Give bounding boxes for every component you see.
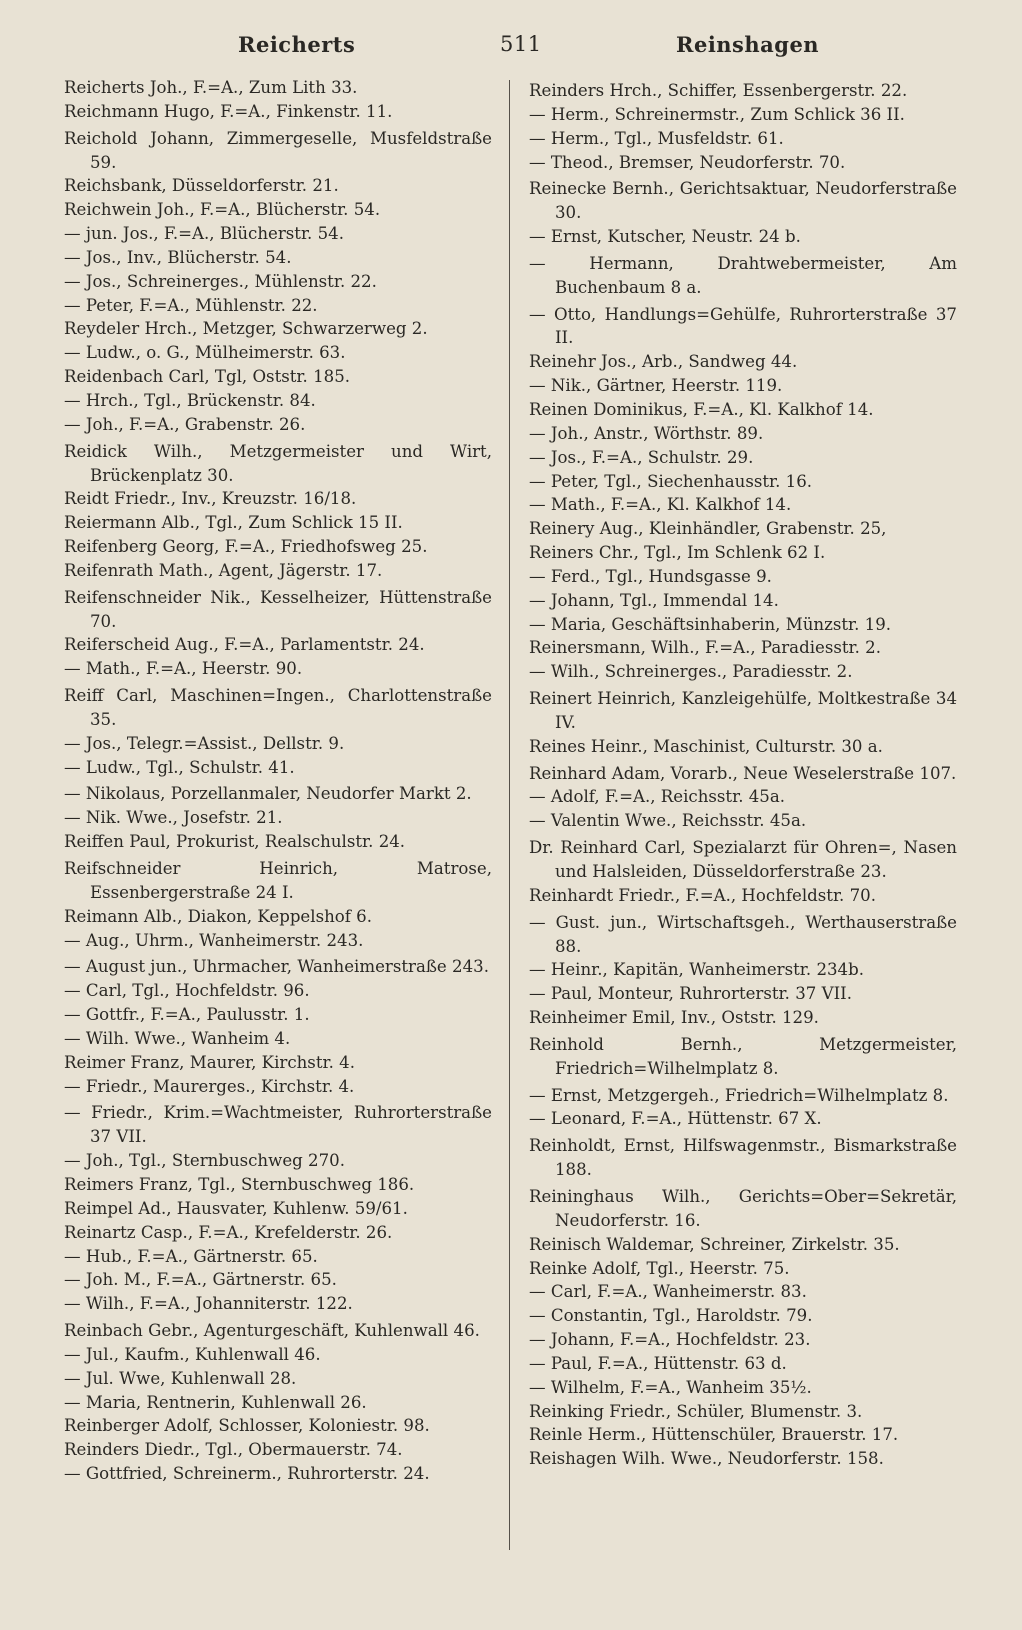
directory-entry: — Nik. Wwe., Josefstr. 21. [64,808,283,828]
directory-entry: — Ferd., Tgl., Hundsgasse 9. [529,566,772,586]
directory-entry: — Ludw., o. G., Mülheimerstr. 63. [64,343,346,363]
directory-entry: — Wilh. Wwe., Wanheim 4. [64,1028,291,1048]
directory-entry: Reimers Franz, Tgl., Sternbuschweg 186. [64,1174,415,1194]
column-divider [509,80,510,1550]
directory-entry: Reinhard Adam, Vorarb., Neue Weselerstraße 107. [529,763,957,783]
directory-entry: Reinders Diedr., Tgl., Obermauerstr. 74. [64,1440,403,1460]
directory-entry: Reidt Friedr., Inv., Kreuzstr. 16/18. [64,489,357,509]
directory-entry: — Adolf, F.=A., Reichsstr. 45a. [529,787,786,807]
directory-entry: Reinke Adolf, Tgl., Heerstr. 75. [529,1258,790,1278]
directory-entry: — Maria, Rentnerin, Kuhlenwall 26. [64,1392,367,1412]
directory-entry: Reinders Hrch., Schiffer, Essenbergerstr. 22. [529,81,908,100]
directory-entry: Reimann Alb., Diakon, Keppelshof 6. [64,906,373,926]
directory-entry: — Jos., Schreinerges., Mühlenstr. 22. [64,271,377,291]
directory-entry: — Wilhelm, F.=A., Wanheim 35½. [529,1377,812,1397]
directory-entry: — Friedr., Maurerges., Kirchstr. 4. [64,1076,355,1096]
directory-entry: — Friedr., Krim.=Wachtmeister, Ruhrorterstraße 37 VII. [64,1103,492,1147]
directory-entry: Reinholdt, Ernst, Hilfswagenmstr., Bismarkstraße 188. [529,1136,957,1180]
directory-entry: Reidick Wilh., Metzgermeister und Wirt, Brückenplatz 30. [64,441,492,485]
directory-entry: Reinbach Gebr., Agenturgeschäft, Kuhlenwall 46. [64,1321,480,1341]
directory-entry: — Hermann, Drahtwebermeister, Am Buchenbaum 8 a. [529,253,957,297]
directory-entry: Reinert Heinrich, Kanzleigehülfe, Moltkestraße 34 IV. [529,689,957,732]
directory-entry: Reishagen Wilh. Wwe., Neudorferstr. 158. [529,1449,884,1469]
directory-entry: Reiermann Alb., Tgl., Zum Schlick 15 II. [64,513,403,533]
directory-entry: — Paul, F.=A., Hüttenstr. 63 d. [529,1353,787,1373]
directory-entry: — Paul, Monteur, Ruhrorterstr. 37 VII. [529,984,852,1004]
directory-entry: — Aug., Uhrm., Wanheimerstr. 243. [64,930,364,950]
directory-entry: — Herm., Schreinermstr., Zum Schlick 36 II. [529,104,905,124]
directory-entry: — Wilh., Schreinerges., Paradiesstr. 2. [529,662,853,682]
directory-entry: Reiff Carl, Maschinen=Ingen., Charlottenstraße 35. [64,686,492,729]
directory-entry: Reinartz Casp., F.=A., Krefelderstr. 26. [64,1222,393,1242]
directory-entry: — Jos., Telegr.=Assist., Dellstr. 9. [64,733,345,753]
directory-entry: — Nikolaus, Porzellanmaler, Neudorfer Markt 2. [64,784,472,804]
directory-entry: Reinisch Waldemar, Schreiner, Zirkelstr. 35. [529,1234,900,1254]
directory-entry: Reicherts Joh., F.=A., Zum Lith 33. [64,78,358,97]
directory-entry: — Carl, F.=A., Wanheimerstr. 83. [529,1282,807,1302]
directory-entry: Reimer Franz, Maurer, Kirchstr. 4. [64,1052,355,1072]
directory-entry: Reinery Aug., Kleinhändler, Grabenstr. 25, [529,519,887,539]
directory-entry: Reifenberg Georg, F.=A., Friedhofsweg 25. [64,537,428,557]
directory-entry: — Joh., F.=A., Grabenstr. 26. [64,414,306,434]
directory-entry: — Nik., Gärtner, Heerstr. 119. [529,376,783,396]
directory-entry: — Maria, Geschäftsinhaberin, Münzstr. 19. [529,614,892,634]
directory-entry: Reifenrath Math., Agent, Jägerstr. 17. [64,560,383,580]
directory-entry: Reinberger Adolf, Schlosser, Koloniestr. 98. [64,1416,430,1436]
directory-entry: Reininghaus Wilh., Gerichts=Ober=Sekretär, Neudorferstr. 16. [529,1186,957,1230]
directory-entry: Reinhold Bernh., Metzgermeister, Friedrich=Wilhelmplatz 8. [529,1034,957,1078]
directory-entry: — Jos., F.=A., Schulstr. 29. [529,447,754,467]
directory-entry: — Ludw., Tgl., Schulstr. 41. [64,757,295,777]
directory-entry: — Leonard, F.=A., Hüttenstr. 67 X. [529,1109,822,1129]
directory-entry: Reinhardt Friedr., F.=A., Hochfeldstr. 70. [529,885,876,905]
directory-entry: Reichsbank, Düsseldorferstr. 21. [64,176,339,196]
directory-entry: — Heinr., Kapitän, Wanheimerstr. 234b. [529,960,865,980]
directory-entry: — Ernst, Kutscher, Neustr. 24 b. [529,227,801,247]
directory-entry: — Hrch., Tgl., Brückenstr. 84. [64,390,316,410]
directory-entry: Reichold Johann, Zimmergeselle, Musfeldstraße 59. [64,128,492,172]
directory-entry: — Joh., Anstr., Wörthstr. 89. [529,423,764,443]
left-column [64,76,492,1486]
directory-entry: Reydeler Hrch., Metzger, Schwarzerweg 2. [64,319,428,339]
page-number: 511 [500,32,542,56]
directory-entry: — Jul., Kaufm., Kuhlenwall 46. [64,1344,321,1364]
directory-entry: — Joh., Tgl., Sternbuschweg 270. [64,1151,345,1171]
directory-entry: — Theod., Bremser, Neudorferstr. 70. [529,152,846,172]
directory-entry: — Johann, Tgl., Immendal 14. [529,590,779,610]
directory-entry: Reichmann Hugo, F.=A., Finkenstr. 11. [64,101,393,121]
directory-entry: — Otto, Handlungs=Gehülfe, Ruhrorterstraße 37 II. [529,304,957,348]
directory-entry: Reinersmann, Wilh., F.=A., Paradiesstr. 2. [529,638,882,658]
directory-entry: Reinle Herm., Hüttenschüler, Brauerstr. 17. [529,1425,899,1445]
directory-entry: Reiners Chr., Tgl., Im Schlenk 62 I. [529,543,826,563]
directory-entry: — Gottfr., F.=A., Paulusstr. 1. [64,1005,310,1025]
directory-entry: Dr. Reinhard Carl, Spezialarzt für Ohren=, Nasen und Halsleiden, Düsseldorferstraße 23. [529,838,957,881]
header-right-catchword: Reinshagen [676,32,820,57]
directory-entry: — Hub., F.=A., Gärtnerstr. 65. [64,1246,318,1266]
directory-entry: — Herm., Tgl., Musfeldstr. 61. [529,128,784,148]
directory-entry: Reifenschneider Nik., Kesselheizer, Hüttenstraße 70. [64,587,492,631]
directory-entry: — Wilh., F.=A., Johanniterstr. 122. [64,1294,353,1314]
header-left-catchword: Reicherts [238,32,356,57]
directory-entry: — jun. Jos., F.=A., Blücherstr. 54. [64,224,344,244]
directory-entry: Reinehr Jos., Arb., Sandweg 44. [529,352,798,372]
directory-entry: — Math., F.=A., Kl. Kalkhof 14. [529,495,792,515]
directory-entry: Reiffen Paul, Prokurist, Realschulstr. 24. [64,832,406,852]
directory-entry: — Joh. M., F.=A., Gärtnerstr. 65. [64,1270,337,1290]
directory-entry: — Gust. jun., Wirtschaftsgeh., Werthauserstraße 88. [529,912,957,956]
directory-entry: — August jun., Uhrmacher, Wanheimerstraße 243. [64,957,489,977]
directory-entry: — Jos., Inv., Blücherstr. 54. [64,247,292,267]
directory-entry: — Jul. Wwe, Kuhlenwall 28. [64,1368,297,1388]
directory-entry: — Peter, F.=A., Mühlenstr. 22. [64,295,318,315]
directory-entry: Reinen Dominikus, F.=A., Kl. Kalkhof 14. [529,399,874,419]
directory-entry: — Ernst, Metzgergeh., Friedrich=Wilhelmplatz 8. [529,1085,949,1105]
directory-entry: — Peter, Tgl., Siechenhausstr. 16. [529,471,813,491]
directory-entry: — Carl, Tgl., Hochfeldstr. 96. [64,981,310,1001]
directory-entry: Reidenbach Carl, Tgl, Oststr. 185. [64,367,351,387]
directory-entry: Reinecke Bernh., Gerichtsaktuar, Neudorferstraße 30. [529,179,957,223]
directory-entry: Reifschneider Heinrich, Matrose, Essenbergerstraße 24 I. [64,859,492,902]
directory-entry: — Constantin, Tgl., Haroldstr. 79. [529,1306,813,1326]
directory-entry: — Math., F.=A., Heerstr. 90. [64,659,303,679]
directory-entry: Reinking Friedr., Schüler, Blumenstr. 3. [529,1401,863,1421]
directory-entry: — Valentin Wwe., Reichsstr. 45a. [529,811,807,831]
directory-entry: Reines Heinr., Maschinist, Culturstr. 30 a. [529,736,883,756]
directory-entry: — Johann, F.=A., Hochfeldstr. 23. [529,1330,811,1350]
right-column [529,76,957,1471]
directory-entry: — Gottfried, Schreinerm., Ruhrorterstr. 24. [64,1464,430,1484]
directory-entry: Reimpel Ad., Hausvater, Kuhlenw. 59/61. [64,1198,408,1218]
directory-entry: Reiferscheid Aug., F.=A., Parlamentstr. 24. [64,635,425,655]
directory-entry: Reinheimer Emil, Inv., Oststr. 129. [529,1008,819,1028]
directory-entry: Reichwein Joh., F.=A., Blücherstr. 54. [64,200,381,220]
